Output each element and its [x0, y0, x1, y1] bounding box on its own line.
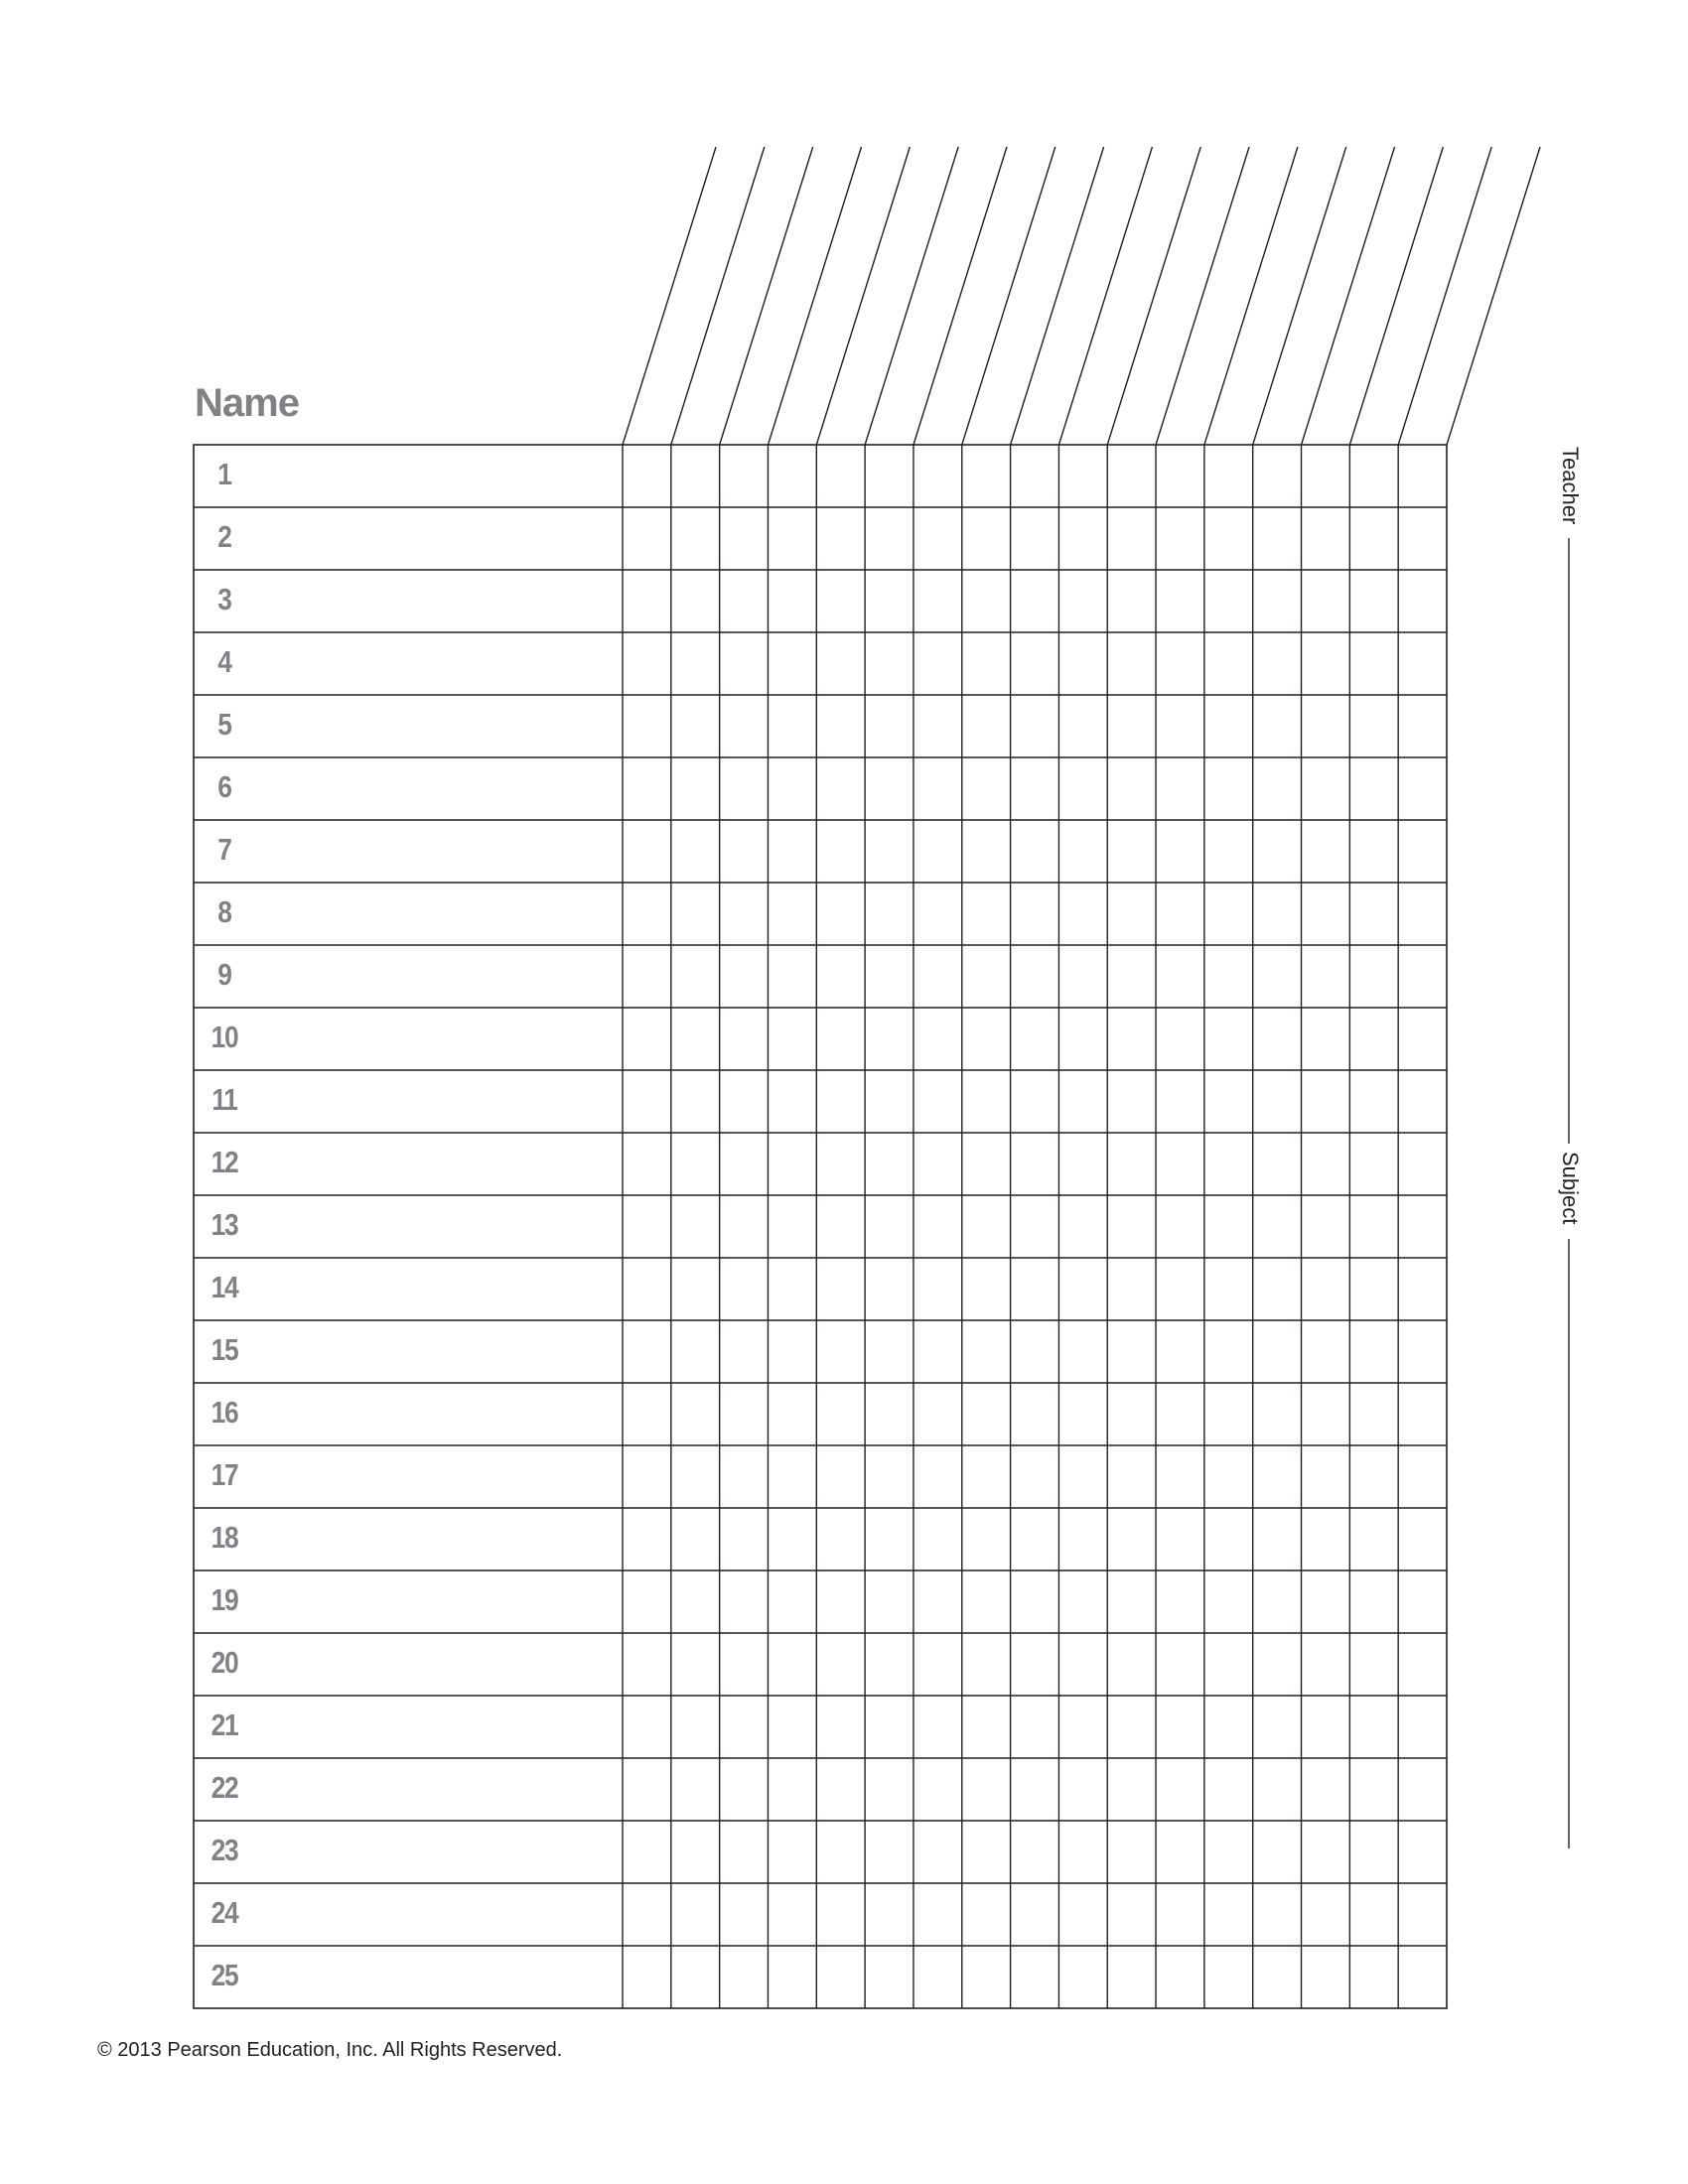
row-number: 25 [211, 1958, 238, 1992]
row-number: 12 [211, 1145, 238, 1179]
subject-label: Subject [1558, 1152, 1583, 1225]
row-number: 17 [211, 1457, 238, 1492]
row-number: 15 [211, 1332, 238, 1367]
row-number: 5 [217, 707, 231, 742]
row-number: 9 [217, 957, 231, 992]
diagonal-header-line [1107, 147, 1200, 445]
diagonal-header-line [720, 147, 813, 445]
row-number: 19 [211, 1582, 238, 1617]
row-number: 2 [217, 519, 231, 554]
row-number: 8 [217, 894, 231, 929]
teacher-label: Teacher [1558, 447, 1583, 525]
row-number: 18 [211, 1520, 238, 1555]
diagonal-header-line [623, 147, 716, 445]
row-number: 11 [211, 1082, 237, 1117]
row-number: 13 [211, 1207, 238, 1242]
diagonal-header-line [865, 147, 958, 445]
diagonal-header-line [1349, 147, 1443, 445]
row-number: 23 [211, 1833, 238, 1867]
diagonal-header-line [1204, 147, 1298, 445]
row-number: 24 [211, 1895, 238, 1930]
row-number: 6 [217, 769, 231, 804]
diagonal-header-line [962, 147, 1055, 445]
row-number: 7 [217, 832, 231, 867]
diagonal-header-line [1398, 147, 1491, 445]
row-number: 4 [217, 644, 231, 679]
diagonal-header-line [1302, 147, 1395, 445]
grid-border [194, 445, 1447, 2008]
row-number: 3 [217, 582, 231, 616]
diagonal-header-line [914, 147, 1007, 445]
row-number: 22 [211, 1770, 238, 1805]
row-number: 21 [211, 1707, 238, 1742]
diagonal-header-line [671, 147, 765, 445]
diagonal-header-line [1011, 147, 1104, 445]
diagonal-header-line [1447, 147, 1540, 445]
row-number: 20 [211, 1645, 238, 1680]
diagonal-header-line [1058, 147, 1152, 445]
diagonal-header-line [1253, 147, 1346, 445]
row-number: 10 [211, 1020, 238, 1054]
diagonal-header-line [1156, 147, 1249, 445]
row-number: 1 [217, 457, 231, 491]
row-number: 16 [211, 1395, 238, 1430]
row-number: 14 [211, 1270, 238, 1304]
name-column-heading: Name [195, 381, 299, 425]
copyright-notice: © 2013 Pearson Education, Inc. All Rights Reserved. [97, 2039, 563, 2061]
diagonal-header-line [768, 147, 861, 445]
diagonal-header-line [816, 147, 910, 445]
